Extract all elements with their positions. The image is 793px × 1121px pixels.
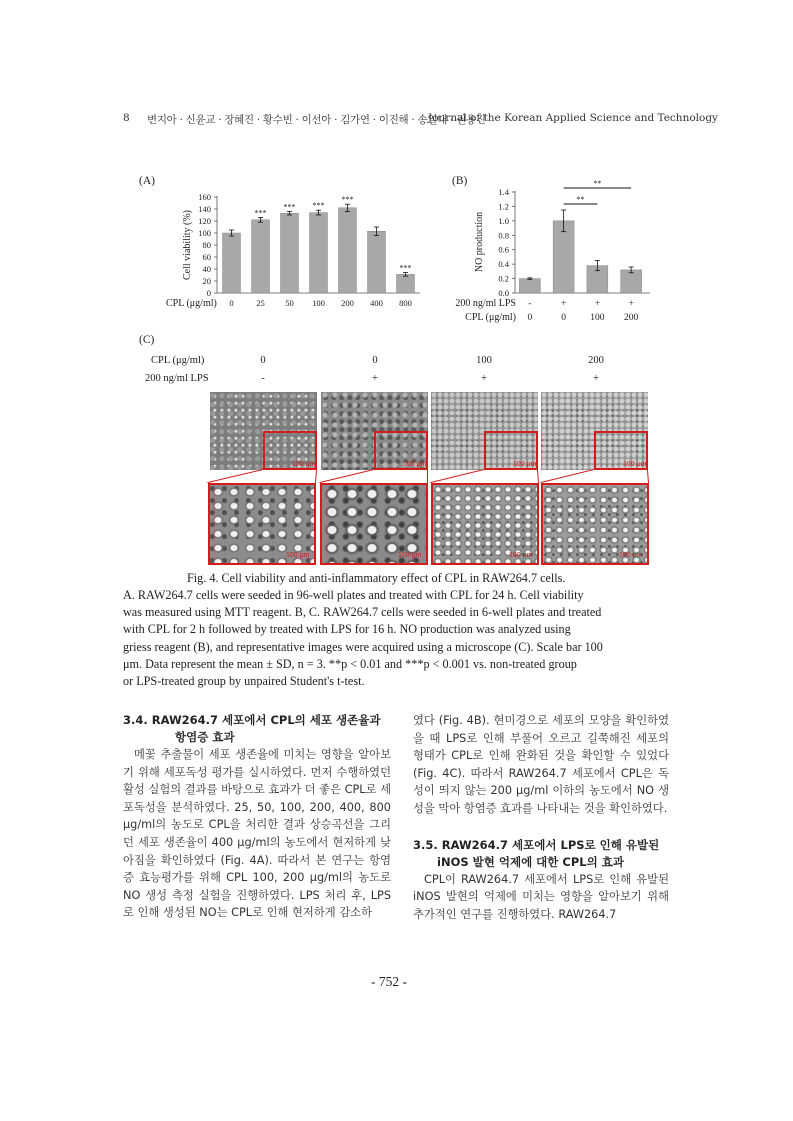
chart-b-ytick-label-1: 0.2 [498,273,509,284]
chart-b-bar-1 [519,279,540,293]
chart-b-row-label-lps: 200 ng/ml LPS [455,298,516,309]
chart-b-lps-value-1: - [528,299,532,309]
micrograph-scale-label-top-1: 100 μm [292,461,316,468]
chart-b-cpl-value-3: 100 [590,313,605,323]
chart-a-bar-200 [339,208,357,293]
header-authors: 변지아 · 신윤교 · 장혜진 · 황수빈 · 이선아 · 김가연 · 이진해 · 송일대 · 권용진 [147,114,486,126]
micrograph-scale-label-bottom-2: 100 μm [398,552,422,559]
micrograph-scale-label-bottom-4: 100 μm [619,552,643,559]
panel-label-c: (C) [139,334,155,346]
chart-b-ytick-label-0: 0.0 [498,288,509,298]
chart-b-ytick-label-3: 0.6 [498,244,509,255]
left-column [123,712,391,922]
chart-a-ytick-label-2: 40 [202,264,211,274]
micrograph-scale-label-top-2: 100 μm [403,461,427,468]
caption-line-2: was measured using MTT reagent. B, C. RAW264.7 cells were seeded in 6-well plates and treated [123,605,602,620]
chart-a-significance-200: *** [341,195,354,205]
panel-c-lps-value-3: + [481,373,487,384]
chart-a-ytick-label-8: 160 [198,192,211,202]
zoom-connector-right-2 [427,470,428,483]
chart-a-xtick-label-200: 200 [341,298,354,308]
section-3-4-paragraph: 메꽃 추출물이 세포 생존율에 미치는 영향을 알아보기 위해 세포독성 평가를 실시하였다. 먼저 수행하였던 활성 실험의 결과를 바탕으로 효과가 더 좋은 CPL로 세포독성을 분석하였다. 25, 50, 100, 200, 400, 800 μg/ml의 농도로 CPL을 처리한 결과 상승곡선을 그리던 세포 생존율이 400 μg/ml의 농도에서 현저하게 낮아짐을 확인하였다 (Fig. 4A). 따라서 본 연구는 항염증 효능평가를 위해 CPL 100, 200 μg/ml의 농도로 NO 생성 측정 실험을 진행하였다. LPS 처리 후, LPS로 인해 생성된 NO는 CPL로 인해 현저하게 감소하 [123,748,391,920]
chart-a-ytick-label-3: 60 [202,252,211,262]
chart-a-xtick-label-25: 25 [256,298,265,308]
section-3-5-heading: 3.5. RAW264.7 세포에서 LPS로 인해 유발된 iNOS 발현 억제에 대한 CPL의 효과 [413,837,660,869]
chart-b-ytick-label-5: 1.0 [498,215,509,226]
zoom-connector-right-3 [537,470,539,483]
chart-a-xtick-label-100: 100 [312,298,325,308]
right-column [413,712,669,923]
zoom-connector-right-1 [315,470,317,483]
panel-label-a: (A) [139,175,155,187]
chart-a-bar-50 [281,213,299,293]
section-3-5-paragraph: CPL이 RAW264.7 세포에서 LPS로 인해 유발된 iNOS 발현의 억제에 미치는 영향을 알아보기 위해 추가적인 연구를 진행하였다. RAW264.7 [413,872,669,921]
chart-a-xlabel: CPL (μg/ml) [166,298,217,309]
chart-a-ytick-label-1: 20 [202,276,211,286]
caption-line-4: griess reagent (B), and representative images were acquired using a microscope (C). Scale bar 100 [123,639,603,654]
chart-a-xtick-label-50: 50 [285,298,294,308]
chart-a-ytick-label-4: 80 [202,240,211,250]
chart-b-ylabel: NO production [474,211,485,273]
panel-c-cpl-value-4: 200 [588,355,604,366]
panel-c-lps-value-1: - [261,373,265,384]
chart-a-ytick-label-6: 120 [198,216,211,226]
chart-b-lps-value-2: + [560,299,567,309]
chart-a-xtick-label-400: 400 [370,298,383,308]
chart-b-ytick-label-2: 0.4 [498,259,509,270]
figure-caption-title: Fig. 4. Cell viability and anti-inflammatory effect of CPL in RAW264.7 cells. [187,571,566,585]
chart-a-cell-viability [130,185,430,313]
chart-b-ytick-label-6: 1.2 [498,201,509,212]
chart-b-bracket-label-0: ** [576,195,585,204]
caption-line-3: with CPL for 2 h followed by treated with LPS for 16 h. NO production was analyzed using [123,622,571,637]
page-number-header: 8 [123,112,130,124]
chart-a-bar-400 [368,231,386,293]
zoom-connector-left-2 [320,469,374,483]
section-3-4-heading: 3.4. RAW264.7 세포에서 CPL의 세포 생존율과 항염증 효과 [123,713,381,744]
figure-caption-body [123,587,668,690]
chart-b-cpl-value-1: 0 [527,313,533,323]
chart-a-ytick-label-7: 140 [198,204,211,214]
chart-a-bar-800 [397,274,415,293]
chart-a-significance-800: *** [399,263,412,273]
micrograph-scale-label-bottom-3: 100 μm [509,552,533,559]
panel-c-row-label-lps: 200 ng/ml LPS [145,373,209,384]
chart-a-bar-0 [223,233,241,293]
chart-a-significance-100: *** [312,201,325,211]
chart-b-bracket-label-1: ** [593,180,602,188]
zoom-connector-left-3 [431,469,484,483]
panel-c-row-label-cpl: CPL (μg/ml) [151,355,205,366]
panel-label-b: (B) [452,175,468,187]
chart-b-lps-value-3: + [594,299,601,309]
micrograph-scale-label-top-3: 100 μm [513,461,537,468]
caption-line-1: A. RAW264.7 cells were seeded in 96-well plates and treated with CPL for 24 h. Cell viability [123,588,584,602]
panel-c-lps-value-2: + [372,373,378,384]
panel-c-cpl-value-3: 100 [476,355,492,366]
chart-b-ytick-label-4: 0.8 [498,230,509,241]
chart-a-significance-25: *** [254,208,267,218]
chart-b-ytick-label-7: 1.4 [498,187,509,197]
panel-c-cpl-value-1: 0 [260,355,266,366]
chart-a-bar-100 [310,213,328,293]
chart-a-xtick-label-800: 800 [399,298,412,308]
chart-b-lps-value-4: + [628,299,634,309]
section-3-4-paragraph-continued: 였다 (Fig. 4B). 현미경으로 세포의 모양을 확인하였을 때 LPS로 인해 부풀어 오르고 길쭉해진 세포의 형태가 CPL로 인해 완화된 것을 확인할 수 있었다 (Fig. 4C). 따라서 RAW264.7 세포에서 CPL은 독성이 띄지 않는 200 μg/ml 이하의 농도에서 NO 생성을 막아 항염증 효과를 나타내는 것을 확인하였다. [413,714,669,815]
chart-a-ylabel: Cell viability (%) [182,210,193,280]
caption-line-6: or LPS-treated group by unpaired Student's t-test. [123,674,365,689]
chart-a-ytick-label-5: 100 [198,228,211,238]
caption-line-5: μm. Data represent the mean ± SD, n = 3. **p < 0.01 and ***p < 0.001 vs. non-treated group [123,656,577,671]
chart-b-bar-4 [621,270,642,293]
chart-b-cpl-value-4: 200 [624,313,639,323]
panel-c-lps-value-4: + [593,373,599,384]
chart-a-ytick-label-0: 0 [206,288,211,298]
chart-a-xtick-label-0: 0 [229,298,234,308]
page-footer-number: - 752 - [371,974,407,989]
chart-b-no-production [440,180,670,325]
chart-a-bar-25 [252,220,270,293]
zoom-connector-right-4 [647,470,649,483]
chart-a-significance-50: *** [283,202,296,212]
micrograph-scale-label-bottom-1: 100 μm [286,552,310,559]
zoom-connector-left-4 [541,469,594,483]
chart-b-cpl-value-2: 0 [561,313,566,323]
chart-b-row-label-cpl: CPL (μg/ml) [465,312,516,323]
header-journal: Journal of the Korean Applied Science and Technology [428,112,718,124]
panel-c-cpl-value-2: 0 [372,355,378,366]
micrograph-scale-label-top-4: 100 μm [623,461,647,468]
zoom-connector-left-1 [208,469,263,483]
